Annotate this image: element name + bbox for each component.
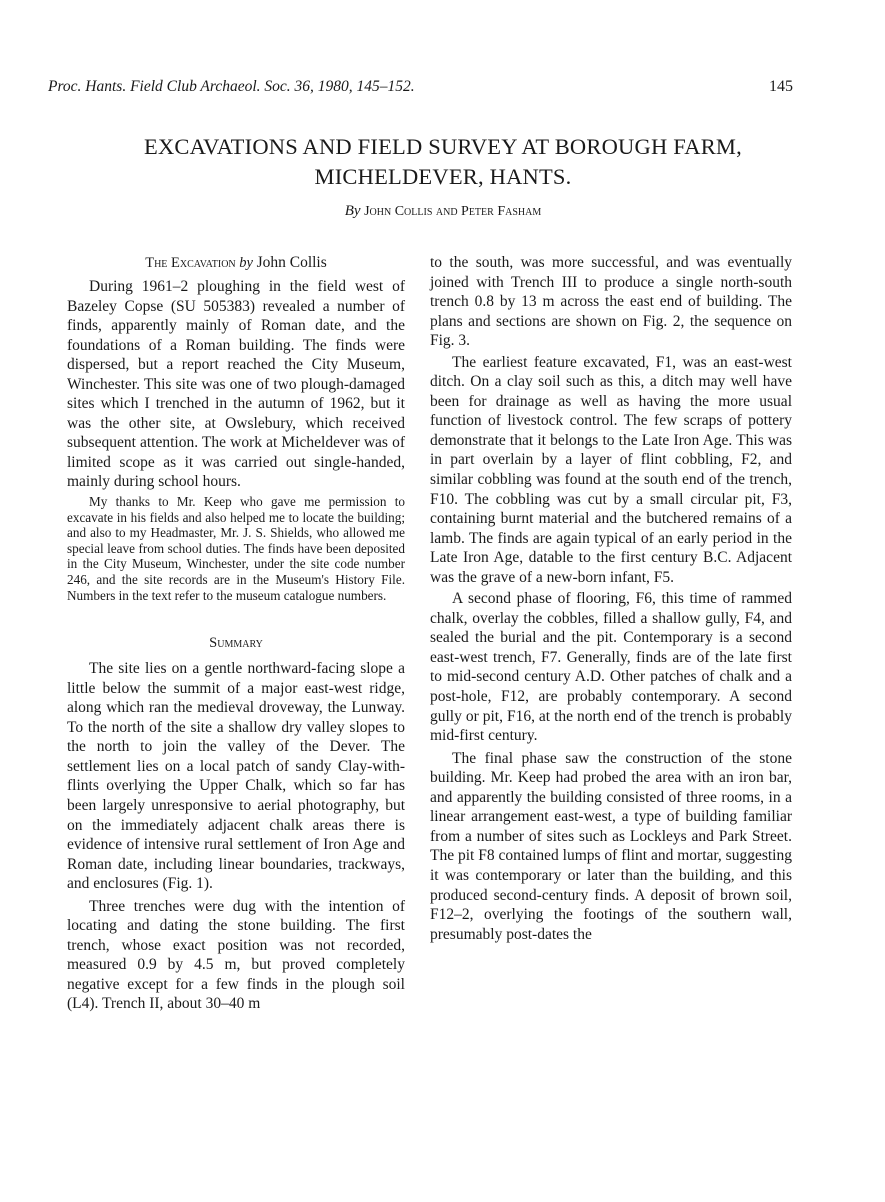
left-column [67, 253, 405, 1014]
byline [48, 203, 838, 220]
byline-by: By [344, 203, 361, 219]
right-paragraph-1: to the south, was more successful, and was eventually joined with Trench III to produce a single north-south trench 0.8 by 13 m across the east end of building. The plans and sections are shown on Fig. 2, the sequence on Fig. 3. [430, 254, 792, 350]
running-head [48, 78, 793, 96]
section-heading-summary: Summary [209, 635, 263, 652]
right-paragraph-2: The earliest feature excavated, F1, was an east-west ditch. On a clay soil such as this, a ditch may well have been for drainage as well as having the more usual function of livestock control. The few scraps of pottery demonstrate that it belongs to the Late Iron Age. This was in part overlain by a layer of flint cobbling, F2, and similar cobbling was found at the south end of the trench, F10. The cobbling was cut by a small circular pit, F3, containing burnt material and the butchered remains of a lamb. The finds are again typical of an early period in the Late Iron Age, datable to the first century B.C. Adjacent was the grave of a new-born infant, F5. [430, 353, 792, 586]
journal-citation: Proc. Hants. Field Club Archaeol. Soc. 36, 1980, 145–152. [48, 78, 415, 95]
summary-paragraph-2: Three trenches were dug with the intention of locating and dating the stone building. The first trench, whose exact position was not recorded, measured 0.9 by 4.5 m, but proved completely negative except for a few finds in the plough soil (L4). Trench II, about 30–40 m [67, 897, 405, 1013]
section-heading-excavation [67, 253, 405, 273]
article-title-line-1: EXCAVATIONS AND FIELD SURVEY AT BOROUGH FARM, [144, 134, 742, 159]
right-column [430, 253, 792, 944]
excavation-paragraph-1: During 1961–2 ploughing in the field west of Bazeley Copse (SU 505383) revealed a number of finds, apparently mainly of Roman date, and the foundations of a Roman building. The finds were dispersed, but a report reached the City Museum, Winchester. This site was one of two plough-damaged sites which I trenched in the autumn of 1962, but it was the other site, at Owslebury, which received subsequent attention. The work at Micheldever was of limited scope as it was carried out single-handed, mainly during school hours. [67, 278, 405, 491]
article-title-line-2: MICHELDEVER, HANTS. [314, 164, 572, 189]
page-number: 145 [769, 78, 793, 95]
right-paragraph-3: A second phase of flooring, F6, this time of rammed chalk, overlay the cobbles, filled a shallow gully, F4, and sealed the burial and the pit. Contemporary is a second east-west trench, F7. Generally, finds are of the late first to mid-second century A.D. Other patches of chalk and a post-hole, F12, are probably contemporary. A second gully or pit, F16, at the north end of the trench is probably mid-first century. [430, 590, 792, 745]
acknowledgement-paragraph: My thanks to Mr. Keep who gave me permission to excavate in his fields and also helped me to locate the building; and also to my Headmaster, Mr. J. S. Shields, who allowed me special leave from school duties. The finds have been deposited in the City Museum, Winchester, under the site code number 246, and the site records are in the Museum's History File. Numbers in the text refer to the museum catalogue numbers. [67, 494, 405, 603]
summary-paragraph-1: The site lies on a gentle northward-facing slope a little below the summit of a major east-west ridge, along which ran the medieval droveway, the Lunway. To the north of the site a shallow dry valley slopes to the north to join the valley of the Dever. The settlement lies on a local patch of sandy Clay-with-flints overlying the Upper Chalk, which so far has been largely unresponsive to aerial photography, but on the immediately adjacent chalk areas there is evidence of intensive rural settlement of Iron Age and Roman date, including linear boundaries, trackways, and enclosures (Fig. 1). [67, 660, 405, 893]
section-heading-author: John Collis [256, 254, 327, 271]
section-heading-excavation-title: The Excavation [145, 255, 236, 271]
section-heading-by: by [239, 255, 253, 271]
article-title [48, 132, 838, 192]
byline-authors: John Collis and Peter Fasham [364, 204, 542, 219]
right-paragraph-4: The final phase saw the construction of the stone building. Mr. Keep had probed the area with an iron bar, and apparently the building consisted of three rooms, in a linear arrangement east-west, a type of building familiar from a number of sites such as Lockleys and Park Street. The pit F8 contained lumps of flint and mortar, suggesting it was contemporary or later than the building, and this produced second-century finds. A deposit of brown soil, F12–2, overlying the footings of the southern wall, presumably post-dates the [430, 749, 792, 943]
